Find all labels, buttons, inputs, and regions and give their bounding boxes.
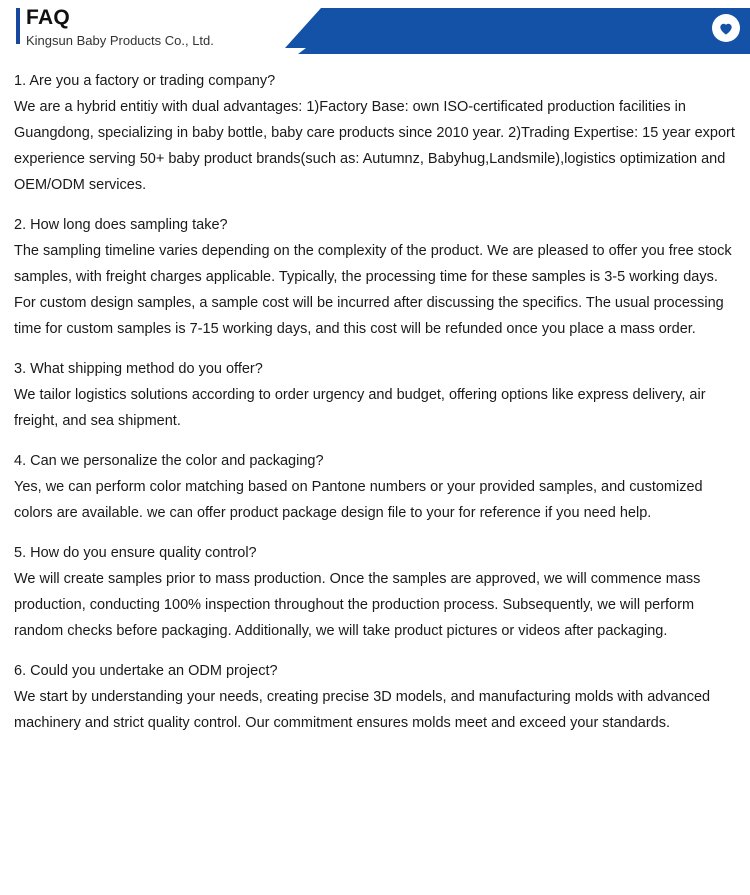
heart-icon bbox=[712, 14, 740, 42]
faq-question: 1. Are you a factory or trading company? bbox=[14, 73, 276, 89]
faq-item bbox=[14, 448, 736, 526]
header-title-group bbox=[16, 6, 214, 50]
faq-question: 5. How do you ensure quality control? bbox=[14, 545, 257, 561]
company-name: Kingsun Baby Products Co., Ltd. bbox=[26, 33, 214, 48]
faq-item bbox=[14, 68, 736, 198]
faq-list bbox=[0, 58, 750, 736]
faq-answer: We start by understanding your needs, creating precise 3D models, and manufacturing molds with advanced machinery and strict quality control. Our commitment ensures molds meet and exceed your standards. bbox=[14, 689, 711, 731]
page-header bbox=[0, 0, 750, 58]
faq-answer: We are a hybrid entitiy with dual advantages: 1)Factory Base: own ISO-certificated production facilities in Guangdong, specializing in baby bottle, baby care products since 2010 year. 2)Trading Expertise: 15 year export experience serving 50+ baby product brands(such as: Autumnz, Babyhug,Landsmile),logistics optimization and OEM/ODM services. bbox=[14, 99, 735, 193]
header-banner-underline bbox=[298, 48, 750, 54]
faq-question: 2. How long does sampling take? bbox=[14, 217, 228, 233]
faq-item bbox=[14, 212, 736, 342]
faq-item bbox=[14, 540, 736, 644]
faq-answer: We tailor logistics solutions according to order urgency and budget, offering options like express delivery, air freight, and sea shipment. bbox=[14, 387, 706, 429]
faq-item bbox=[14, 356, 736, 434]
faq-answer: The sampling timeline varies depending on the complexity of the product. We are pleased to offer you free stock samples, with freight charges applicable. Typically, the processing time for these samples is 3-5 working days. For custom design samples, a sample cost will be incurred after discussing the specifics. The usual processing time for custom samples is 7-15 working days, and this cost will be refunded once you place a mass order. bbox=[14, 243, 732, 337]
faq-question: 3. What shipping method do you offer? bbox=[14, 361, 263, 377]
faq-item bbox=[14, 658, 736, 736]
faq-answer: Yes, we can perform color matching based on Pantone numbers or your provided samples, and customized colors are available. we can offer product package design file to your for reference if you need help. bbox=[14, 479, 703, 521]
faq-question: 6. Could you undertake an ODM project? bbox=[14, 663, 278, 679]
header-banner-shape bbox=[285, 8, 750, 48]
faq-answer: We will create samples prior to mass production. Once the samples are approved, we will commence mass production, conducting 100% inspection throughout the production process. Subsequently, we will perform random checks before packaging. Additionally, we will take product pictures or videos after packaging. bbox=[14, 571, 701, 639]
page-title: FAQ bbox=[26, 6, 71, 29]
faq-question: 4. Can we personalize the color and packaging? bbox=[14, 453, 324, 469]
